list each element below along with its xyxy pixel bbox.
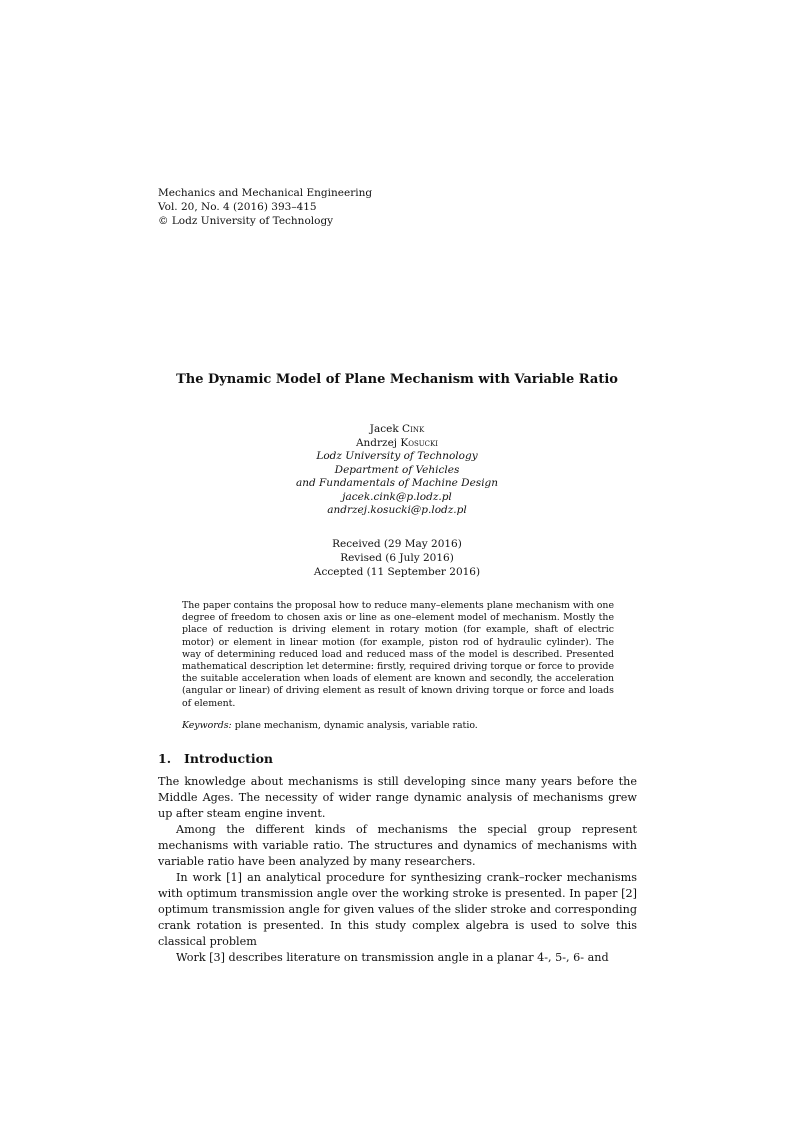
keywords-label: Keywords: — [182, 720, 232, 731]
journal-volume: Vol. 20, No. 4 (2016) 393–415 — [158, 201, 317, 213]
author-block — [0, 423, 794, 518]
author-1-email: jacek.cink@p.lodz.pl — [342, 490, 452, 503]
journal-copyright: © Lodz University of Technology — [158, 215, 334, 227]
section-title: Introduction — [184, 751, 274, 766]
journal-name: Mechanics and Mechanical Engineering — [158, 187, 373, 199]
author-1 — [0, 423, 794, 437]
accepted-date: Accepted (11 September 2016) — [313, 566, 481, 578]
paragraph: Work [3] describes literature on transmission angle in a planar 4-, 5-, 6- and — [176, 951, 609, 964]
author-2-email: andrzej.kosucki@p.lodz.pl — [327, 504, 467, 516]
journal-header — [158, 186, 372, 228]
paragraph: In work [1] an analytical procedure for synthesizing crank–rocker mechanisms with optimum transmission angle over the working stroke is presented. In paper [2] optimum transmission angle for given values of the slider stroke and corresponding crank rotation is presented. In this study complex algebra is used to solve this classical problem — [158, 871, 637, 948]
section-heading — [158, 751, 273, 767]
author-2-last-name: Kosucki — [400, 436, 439, 449]
section-number: 1. — [158, 751, 172, 766]
introduction-body — [158, 774, 637, 966]
revised-date: Revised (6 July 2016) — [340, 552, 454, 564]
affiliation-university: Lodz University of Technology — [316, 450, 478, 462]
keywords — [182, 720, 614, 732]
author-1-first-name: Jacek — [369, 423, 403, 435]
affiliation-department: Department of Vehicles — [334, 463, 460, 476]
paragraph: Among the different kinds of mechanisms the special group represent mechanisms with variable ratio. The structures and dynamics of mechanisms with variable ratio have been analyzed by many researchers. — [158, 823, 637, 868]
paragraph: The knowledge about mechanisms is still developing since many years before the Middle Ages. The necessity of wider range dynamic analysis of mechanisms grew up after steam engine invent. — [158, 775, 637, 820]
author-2-first-name: Andrzej — [355, 436, 401, 449]
paper-title: The Dynamic Model of Plane Mechanism with Variable Ratio — [176, 372, 618, 387]
author-1-last-name: Cink — [402, 423, 425, 435]
abstract: The paper contains the proposal how to reduce many–elements plane mechanism with one degree of freedom to chosen axis or line as one–element model of mechanism. Mostly the place of reduction is driving element in rotary motion (for example, shaft of electric motor) or element in linear motion (for example, piston rod of hydraulic cylinder). The way of determining reduced load and reduced mass of the model is described. Presented mathematical description let determine: firstly, required driving torque or force to provide the suitable acceleration when loads of element are known and secondly, the acceleration (angular or linear) of driving element as result of known driving torque or force and loads of element. — [182, 600, 614, 709]
affiliation-department-2: and Fundamentals of Machine Design — [295, 477, 499, 489]
submission-dates — [0, 537, 794, 579]
author-2 — [0, 437, 794, 451]
keywords-text: plane mechanism, dynamic analysis, variable ratio. — [234, 720, 478, 731]
received-date: Received (29 May 2016) — [332, 538, 462, 550]
